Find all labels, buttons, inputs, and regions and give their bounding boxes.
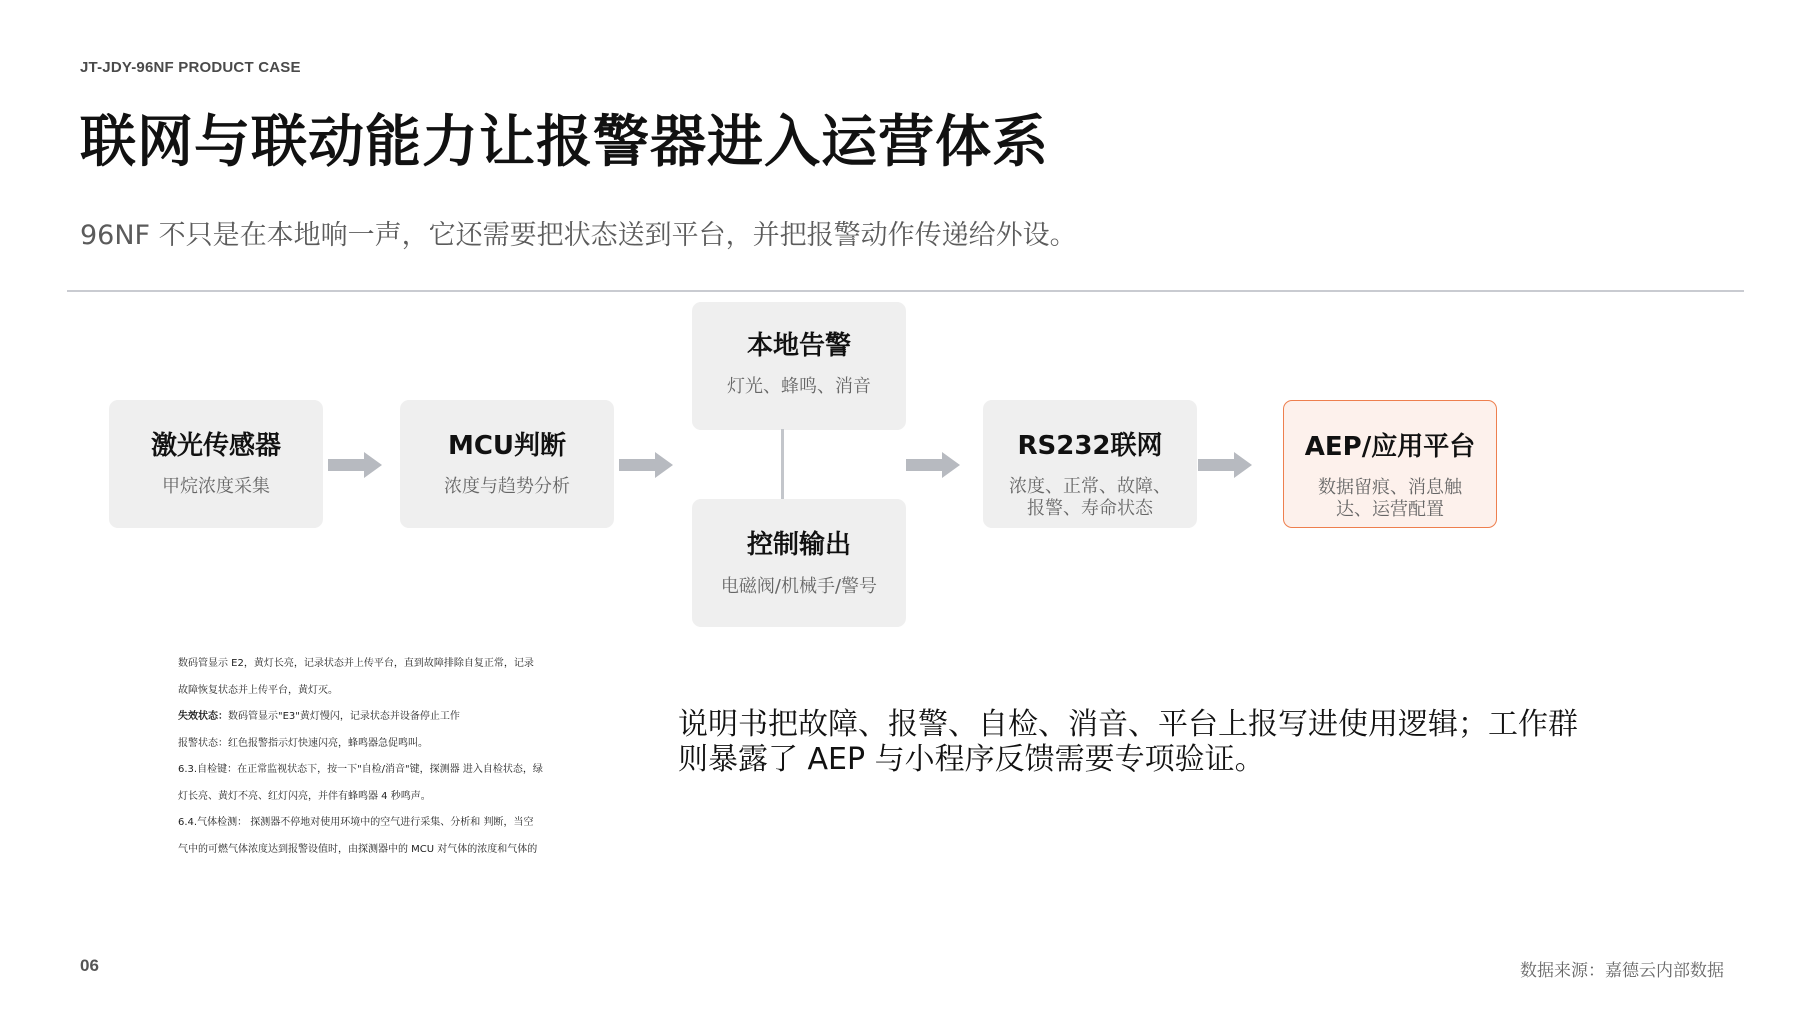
flow-arrow-right-icon	[619, 450, 675, 480]
manual-line: 数码管显示 E2，黄灯长亮，记录状态并上传平台，直到故障排除自复正常，记录	[178, 658, 534, 669]
summary-note: 说明书把故障、报警、自检、消音、平台上报写进使用逻辑；工作群则暴露了 AEP 与小程序反馈需要专项验证。	[678, 707, 1578, 777]
node-local-alarm-title: 本地告警	[746, 331, 851, 361]
node-laser-sensor-desc: 甲烷浓度采集	[162, 476, 270, 497]
manual-line: 灯长亮、黄灯不亮、红灯闪亮，并伴有蜂鸣器 4 秒鸣声。	[178, 790, 431, 802]
node-laser-sensor-title: 激光传感器	[150, 431, 281, 461]
manual-line: 故障恢复状态并上传平台，黄灯灭。	[178, 684, 338, 696]
node-control-output-title: 控制输出	[746, 530, 851, 560]
flow-arrow-right-icon	[1198, 450, 1254, 480]
node-local-alarm-desc: 灯光、蜂鸣、消音	[727, 376, 871, 397]
page-title: 联网与联动能力让报警器进入运营体系	[80, 110, 1049, 175]
node-control-output	[692, 499, 906, 627]
manual-excerpt	[178, 658, 543, 875]
node-rs232-title: RS232联网	[1017, 431, 1163, 461]
eyebrow-label: JT-JDY-96NF PRODUCT CASE	[80, 59, 301, 76]
node-aep-platform	[1283, 400, 1497, 528]
flow-arrow-right-icon	[328, 450, 384, 480]
node-rs232-desc: 浓度、正常、故障、报警、寿命状态	[1009, 476, 1171, 519]
node-local-alarm	[692, 302, 906, 430]
page-subtitle: 96NF 不只是在本地响一声，它还需要把状态送到平台，并把报警动作传递给外设。	[80, 220, 1077, 251]
node-mcu-desc: 浓度与趋势分析	[444, 476, 570, 497]
data-source: 数据来源：嘉德云内部数据	[1520, 961, 1724, 981]
flow-arrow-right-icon	[906, 450, 962, 480]
node-aep-platform-desc: 数据留痕、消息触达、运营配置	[1318, 477, 1462, 520]
branch-connector	[781, 429, 784, 499]
node-rs232	[983, 400, 1197, 528]
node-aep-platform-title: AEP/应用平台	[1304, 432, 1476, 462]
manual-line: 报警状态：红色报警指示灯快速闪亮，蜂鸣器急促鸣叫。	[178, 737, 428, 749]
manual-line: 6.4.气体检测： 探测器不停地对使用环境中的空气进行采集、分析和 判断，当空	[178, 817, 534, 828]
manual-line: 气中的可燃气体浓度达到报警设值时，由探测器中的 MCU 对气体的浓度和气体的	[178, 843, 538, 855]
manual-line: 6.3.自检键：在正常监视状态下，按一下"自检/消音"键，探测器 进入自检状态，绿	[178, 764, 543, 775]
manual-line: 失效状态：数码管显示"E3"黄灯慢闪，记录状态并设备停止工作	[178, 711, 460, 722]
node-laser-sensor	[109, 400, 323, 528]
page-number: 06	[80, 956, 99, 975]
node-mcu-title: MCU判断	[447, 431, 567, 461]
header-divider	[67, 290, 1744, 292]
node-control-output-desc: 电磁阀/机械手/警号	[720, 576, 878, 597]
node-mcu	[400, 400, 614, 528]
